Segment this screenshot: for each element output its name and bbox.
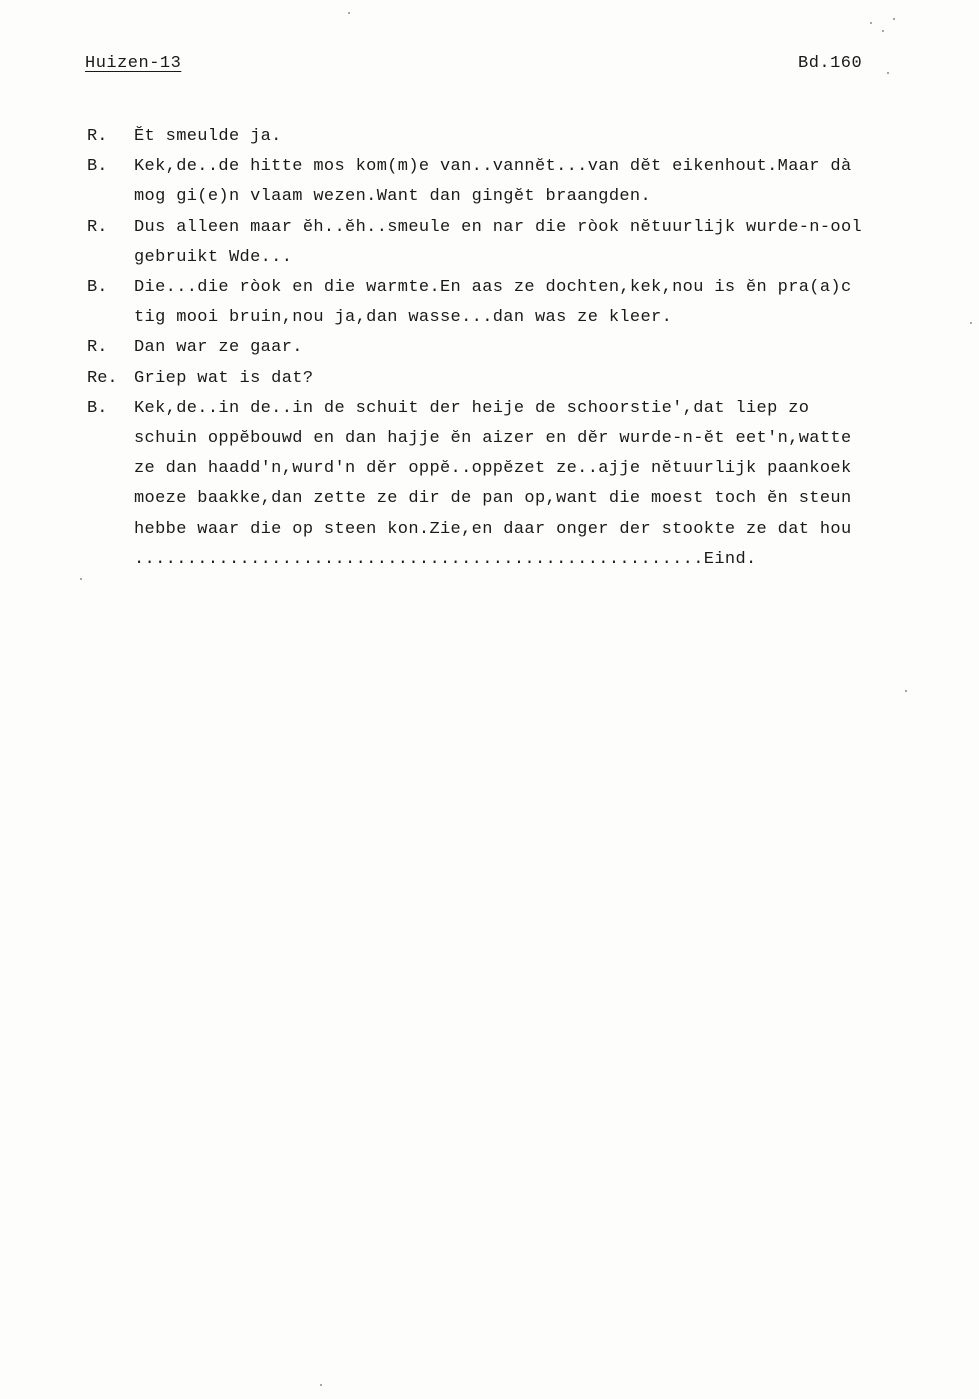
scan-speck [887, 72, 889, 74]
scan-speck [970, 322, 972, 324]
utterance-line: Kek,de..de hitte mos kom(m)e van..vannĕt...van dĕt eikenhout.Maar dà [134, 157, 852, 177]
transcript-entry [87, 364, 979, 394]
speaker-label: B. [87, 398, 108, 418]
utterance [134, 152, 979, 212]
speaker-label: R. [87, 217, 108, 237]
utterance [134, 273, 979, 333]
transcript-entry [87, 394, 979, 575]
utterance-line: moeze baakke,dan zette ze dir de pan op,want die moest toch ĕn steun [134, 489, 852, 509]
utterance-line: Die...die ròok en die warmte.En aas ze dochten,kek,nou is ĕn pra(a)c [134, 278, 852, 298]
utterance [134, 213, 979, 273]
utterance-line: tig mooi bruin,nou ja,dan wasse...dan was ze kleer. [134, 308, 673, 328]
transcript-entry [87, 152, 979, 212]
scan-speck [905, 690, 907, 692]
scan-speck [870, 22, 872, 24]
utterance-line: Kek,de..in de..in de schuit der heije de schoorstie',dat liep zo [134, 398, 810, 418]
page-number: Bd.160 [798, 54, 863, 73]
scan-speck [882, 30, 884, 32]
utterance-line: Griep wat is dat? [134, 368, 314, 388]
scan-speck [80, 578, 82, 580]
speaker-label: R. [87, 338, 108, 358]
document-reference: Huizen-13 [85, 54, 182, 73]
utterance-line: ze dan haadd'n,wurd'n dĕr oppĕ..oppĕzet ze..ajje nĕtuurlijk paankoek [134, 459, 852, 479]
scan-speck [893, 18, 895, 20]
speaker-label: Re. [87, 368, 118, 388]
utterance [134, 394, 979, 575]
transcript-entry [87, 213, 979, 273]
utterance-line: Dus alleen maar ĕh..ĕh..smeule en nar die ròok nĕtuurlijk wurde-n-ool [134, 217, 863, 237]
speaker-label: R. [87, 127, 108, 146]
speaker-label: B. [87, 278, 108, 298]
scan-speck [348, 12, 350, 14]
transcript-entry [87, 333, 979, 363]
interview-transcript [87, 122, 979, 575]
utterance-line: mog gi(e)n vlaam wezen.Want dan gingĕt braangden. [134, 187, 652, 207]
utterance-line: hebbe waar die op steen kon.Zie,en daar onger der stookte ze dat hou [134, 519, 852, 539]
transcript-entry [87, 122, 979, 152]
end-marker-line: ......................................................Eind. [134, 549, 757, 569]
utterance-line: Ĕt smeulde ja. [134, 127, 282, 146]
utterance-line: Dan war ze gaar. [134, 338, 303, 358]
scan-speck [320, 1384, 322, 1386]
utterance [134, 122, 979, 152]
speaker-label: B. [87, 157, 108, 177]
transcript-entry [87, 273, 979, 333]
utterance-line: gebruikt Wde... [134, 247, 293, 267]
utterance [134, 364, 979, 394]
utterance [134, 333, 979, 363]
utterance-line: schuin oppĕbouwd en dan hajje ĕn aizer en dĕr wurde-n-ĕt eet'n,watte [134, 429, 852, 449]
